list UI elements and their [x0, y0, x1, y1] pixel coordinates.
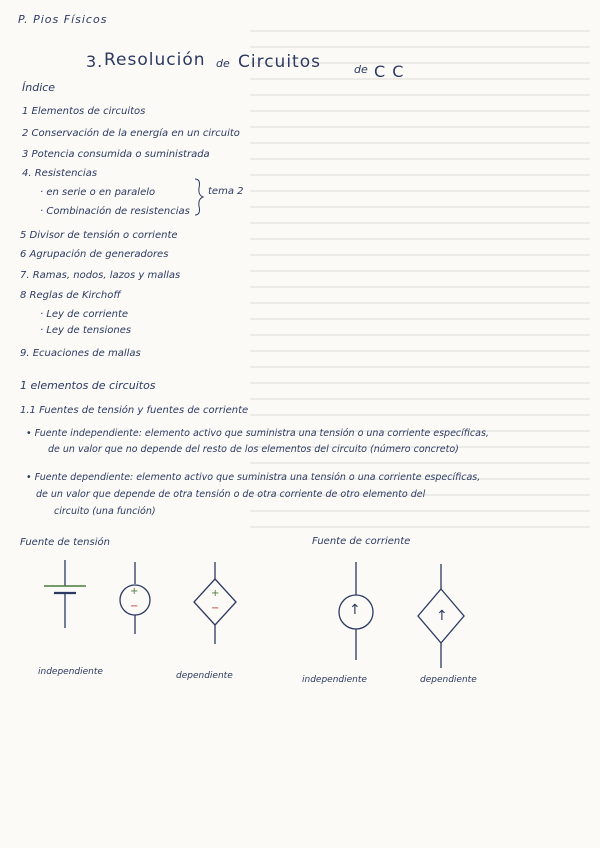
- caption: independiente: [38, 667, 103, 677]
- list-item: 9. Ecuaciones de mallas: [20, 348, 141, 359]
- list-item: 6 Agrupación de generadores: [20, 249, 169, 260]
- list-item: · Ley de corriente: [40, 309, 129, 320]
- plus-sign: +: [130, 586, 139, 597]
- battery-icon: [40, 560, 90, 630]
- voltage-source-heading: Fuente de tensión: [20, 537, 110, 548]
- list-item: 1 Elementos de circuitos: [22, 106, 146, 117]
- caption: independiente: [302, 675, 367, 685]
- list-item: 2 Conservación de la energía en un circuito: [22, 128, 240, 139]
- plus-sign: +: [211, 588, 220, 599]
- tema-note: tema 2: [208, 186, 244, 197]
- current-source-heading: Fuente de corriente: [312, 536, 411, 547]
- circle-source-icon: [115, 562, 155, 634]
- minus-sign: −: [130, 601, 139, 612]
- list-item: 8 Reglas de Kirchoff: [20, 290, 121, 301]
- list-item: · en serie o en paralelo: [40, 187, 156, 198]
- section-title: 1 elementos de circuitos: [20, 379, 156, 392]
- list-item: 5 Divisor de tensión o corriente: [20, 230, 178, 241]
- minus-sign: −: [211, 603, 220, 614]
- page-header-label: P. Pios Físicos: [18, 13, 108, 26]
- arrow-up-icon: ↑: [436, 608, 448, 624]
- list-item: · Combinación de resistencias: [40, 206, 190, 217]
- list-item: · Ley de tensiones: [40, 325, 132, 336]
- section-subtitle: 1.1 Fuentes de tensión y fuentes de corriente: [20, 405, 249, 416]
- caption: dependiente: [176, 671, 233, 681]
- list-item: 3 Potencia consumida o suministrada: [22, 149, 210, 160]
- caption: dependiente: [420, 675, 477, 685]
- index-heading: Índice: [22, 81, 56, 94]
- list-item: 4. Resistencias: [22, 168, 98, 179]
- brace-icon: [193, 178, 205, 216]
- list-item: 7. Ramas, nodos, lazos y mallas: [20, 270, 181, 281]
- arrow-up-icon: ↑: [349, 602, 361, 618]
- notebook-page: P. Pios Físicos 3. Resolución de Circuitos de C C Índice 1 Elementos de circuitos 2 Conservación de la energía en un circuito 3 Potencia consumida o suministrada 4. Resistencias · en serie o en paralelo · Combinación de resistencias 5 Divisor de tensión o corriente 6 Agrupación de generadores 7. Ramas, nodos, lazos y mallas 8 Reglas de Kirchoff · Ley de corriente · Ley de tensiones 9. Ecuaciones de mallas tema 2 1 elementos de circuitos 1.1 Fuentes de tensión y fuentes de corriente • Fuente independiente: elemento activo que suministra una tensión o una corriente específicas, de un valor que no depende del resto de los elementos del circuito (número concreto) • Fuente dependiente: elemento activo que suministra una tensión o una corriente específicas, de un valor que depende de otra tensión o de otra corriente de otro elemento del circuito (una función) Fuente de tensión Fuente de corriente + − + − ↑ ↑ independiente dependiente independiente dependiente: [0, 0, 600, 848]
